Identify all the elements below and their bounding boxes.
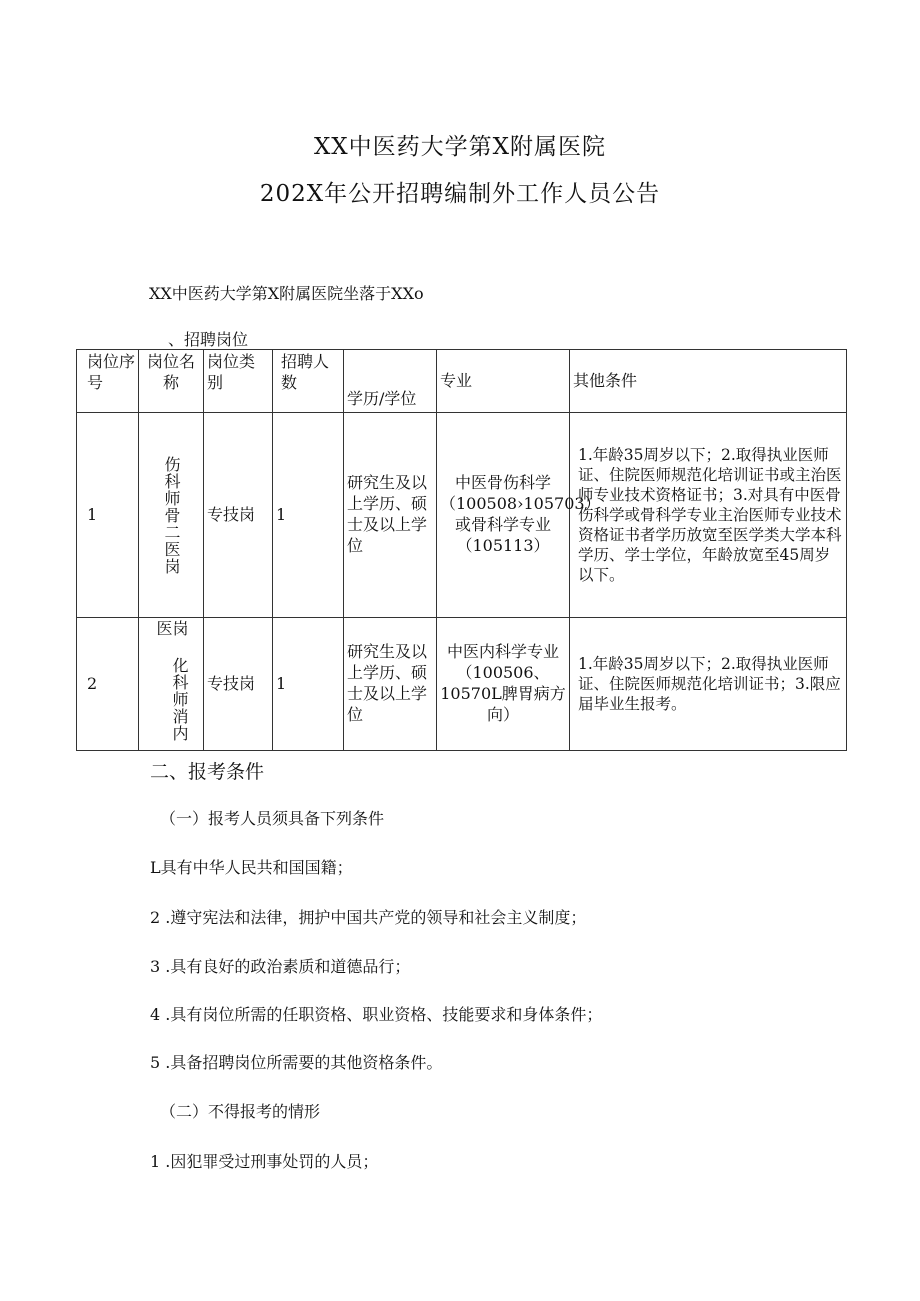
header-edu: 学历/学位 <box>344 350 437 413</box>
table-row <box>77 413 847 618</box>
subsection-heading-requirements: （一）报考人员须具备下列条件 <box>160 809 385 828</box>
header-name: 岗位名称 <box>139 350 204 413</box>
row-type: 专技岗 <box>204 413 273 618</box>
section-heading-positions: 、招聘岗位 <box>168 330 249 349</box>
row-major: 中医骨伤科学（100508›105703）或骨科学专业（105113） <box>437 413 570 618</box>
row-edu: 研究生及以上学历、硕士及以上学位 <box>344 618 437 751</box>
row-name: 岗 化科师消内医 <box>154 620 189 742</box>
row-other: 1.年龄35周岁以下；2.取得执业医师证、住院医师规范化培训证书或主治医师专业技术资格证书；3.对具有中医骨伤科学或骨科学专业主治医师专业技术资格证书者学历放宽至医学类大学本科学历、学士学位，年龄放宽至45周岁以下。 <box>570 413 847 618</box>
positions-table <box>76 349 847 751</box>
header-seq: 岗位序号 <box>77 350 139 413</box>
row-count: 1 <box>273 413 344 618</box>
header-type: 岗位类别 <box>204 350 273 413</box>
table-row <box>77 618 847 751</box>
header-count: 招聘人数 <box>273 350 344 413</box>
row-name-cell <box>139 413 204 618</box>
condition-item: 3 .具有良好的政治素质和道德品行； <box>150 957 411 976</box>
condition-item: L具有中华人民共和国国籍； <box>150 858 353 877</box>
row-major: 中医内科学专业（100506、10570L脾胃病方向） <box>437 618 570 751</box>
document-title-line1: XX中医药大学第X附属医院 <box>313 134 607 160</box>
condition-item: 2 .遵守宪法和法律，拥护中国共产党的领导和社会主义制度； <box>150 908 587 927</box>
header-other: 其他条件 <box>570 350 847 413</box>
row-count: 1 <box>273 618 344 751</box>
row-seq: 1 <box>77 413 139 618</box>
row-name-cell <box>139 618 204 751</box>
intro-paragraph: XX中医药大学第X附属医院坐落于XXo <box>149 284 424 303</box>
row-edu: 研究生及以上学历、硕士及以上学位 <box>344 413 437 618</box>
exclusion-item: 1 .因犯罪受过刑事处罚的人员； <box>150 1152 379 1171</box>
header-major: 专业 <box>437 350 570 413</box>
subsection-heading-exclusions: （二）不得报考的情形 <box>160 1102 321 1121</box>
table-header-row <box>77 350 847 413</box>
condition-item: 5 .具备招聘岗位所需要的其他资格条件。 <box>150 1053 443 1072</box>
condition-item: 4 .具有岗位所需的任职资格、职业资格、技能要求和身体条件； <box>150 1005 603 1024</box>
row-type: 专技岗 <box>204 618 273 751</box>
row-seq: 2 <box>77 618 139 751</box>
row-name: 伤科师骨二医岗 <box>162 455 181 575</box>
document-title-line2: 202X年公开招聘编制外工作人员公告 <box>259 181 661 207</box>
row-other: 1.年龄35周岁以下；2.取得执业医师证、住院医师规范化培训证书；3.限应届毕业生报考。 <box>570 618 847 751</box>
section-heading-requirements: 二、报考条件 <box>150 761 265 783</box>
